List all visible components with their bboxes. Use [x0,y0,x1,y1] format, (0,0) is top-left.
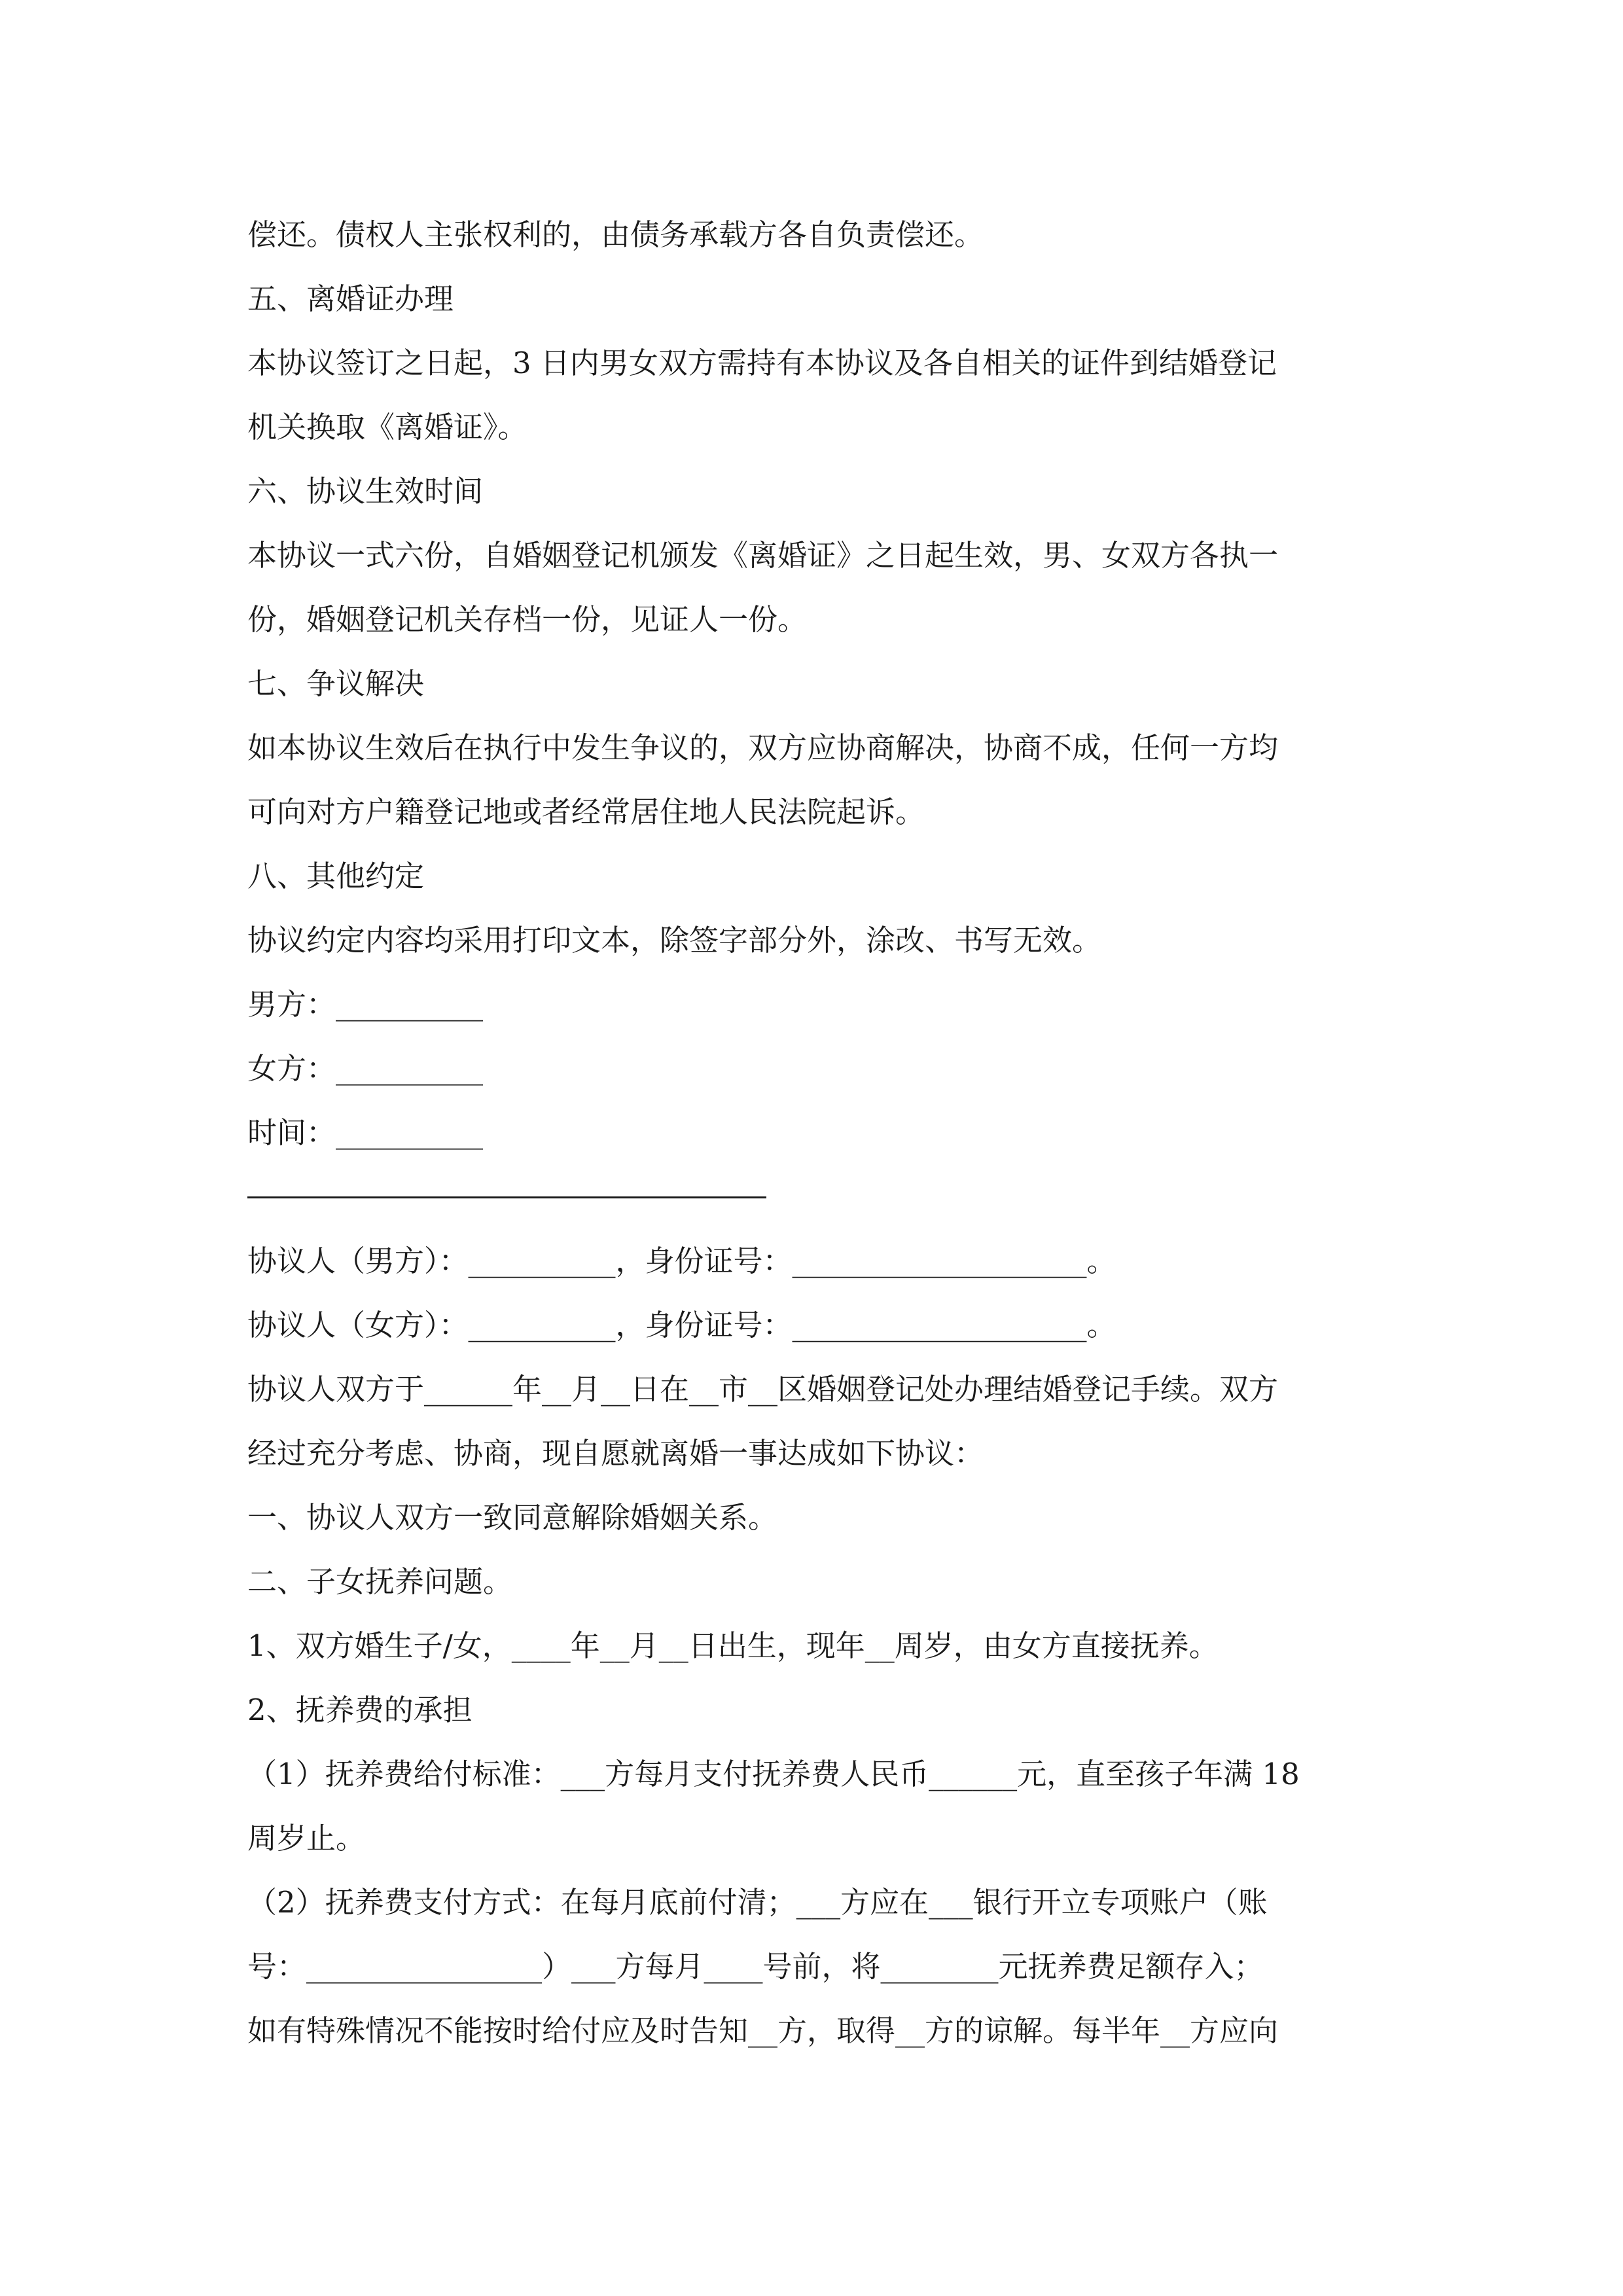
signature-female: 女方：__________ [247,1051,484,1086]
text-line: 份，婚姻登记机关存档一份，见证人一份。 [247,602,808,637]
text-line: 本协议签订之日起，3 日内男女双方需持有本协议及各自相关的证件到结婚登记 [247,346,1277,380]
text-line: （2）抚养费支付方式：在每月底前付清；___方应在___银行开立专项账户（账 [247,1885,1268,1920]
text-line: 协议人双方于______年__月__日在__市__区婚姻登记处办理结婚登记手续。双方 [247,1372,1279,1407]
document-body [247,203,1376,2063]
text-line: 本协议一式六份，自婚姻登记机颁发《离婚证》之日起生效，男、女双方各执一 [247,538,1279,573]
text-line: 周岁止。 [247,1821,366,1856]
text-line: （1）抚养费给付标准：___方每月支付抚养费人民币______元，直至孩子年满 18 [247,1757,1300,1791]
clause-one: 一、协议人双方一致同意解除婚姻关系。 [247,1500,778,1535]
subheading-support-fee: 2、抚养费的承担 [247,1693,473,1727]
signature-date: 时间：__________ [247,1115,484,1150]
text-line: 如本协议生效后在执行中发生争议的，双方应协商解决，协商不成，任何一方均 [247,730,1279,765]
section-heading-other-terms: 八、其他约定 [247,859,425,893]
party-female-line: 协议人（女方）：__________，身份证号：____________________。 [247,1308,1116,1342]
separator-line [247,1165,1376,1229]
party-male-line: 协议人（男方）：__________，身份证号：____________________。 [247,1244,1116,1278]
text-line: 如有特殊情况不能按时给付应及时告知__方，取得__方的谅解。每半年__方应向 [247,2013,1279,2048]
text-line: 机关换取《离婚证》。 [247,410,527,444]
text-line: 偿还。债权人主张权利的，由债务承载方各自负责偿还。 [247,217,984,252]
text-line: 可向对方户籍登记地或者经常居住地人民法院起诉。 [247,795,925,829]
section-heading-effective-time: 六、协议生效时间 [247,474,484,509]
section-heading-dispute-resolution: 七、争议解决 [247,666,425,701]
section-heading-child-custody: 二、子女抚养问题。 [247,1564,513,1599]
text-line: 1、双方婚生子/女，____年__月__日出生，现年__周岁，由女方直接抚养。 [247,1628,1219,1663]
text-line: 协议约定内容均采用打印文本，除签字部分外，涂改、书写无效。 [247,923,1102,958]
text-line: 号：________________）___方每月____号前，将________元抚养费足额存入； [247,1949,1264,1984]
text-line: 经过充分考虑、协商，现自愿就离婚一事达成如下协议： [247,1436,984,1471]
section-heading-divorce-certificate: 五、离婚证办理 [247,281,454,316]
signature-male: 男方：__________ [247,987,484,1022]
horizontal-rule [247,1196,766,1198]
